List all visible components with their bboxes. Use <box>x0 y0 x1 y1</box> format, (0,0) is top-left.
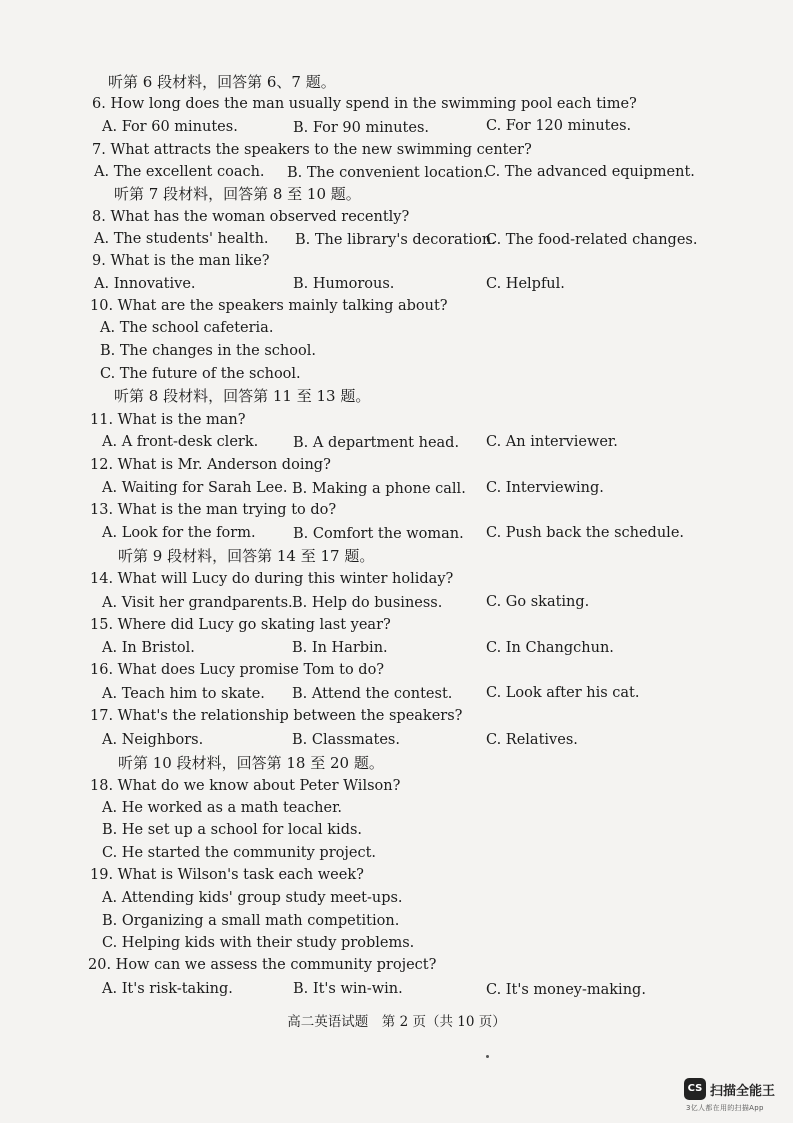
option-11a: A. A front-desk clerk. <box>102 434 259 450</box>
option-17b: B. Classmates. <box>292 732 400 748</box>
option-10b: B. The changes in the school. <box>100 343 316 359</box>
option-9a: A. Innovative. <box>94 276 196 292</box>
option-16c: C. Look after his cat. <box>486 685 640 701</box>
option-8a: A. The students' health. <box>94 231 269 247</box>
option-14c: C. Go skating. <box>486 594 590 610</box>
option-20c: C. It's money-making. <box>486 982 646 998</box>
option-17a: A. Neighbors. <box>102 732 204 748</box>
scanner-app-name: 扫描全能王 <box>710 1084 776 1099</box>
option-7b: B. The convenient location. <box>287 165 488 181</box>
option-15a: A. In Bristol. <box>102 640 195 656</box>
option-6c: C. For 120 minutes. <box>486 118 632 134</box>
option-13c: C. Push back the schedule. <box>486 525 685 541</box>
question-10: 10. What are the speakers mainly talking about? <box>90 298 448 314</box>
question-12: 12. What is Mr. Anderson doing? <box>90 457 331 473</box>
option-10a: A. The school cafeteria. <box>100 320 274 336</box>
question-17: 17. What's the relationship between the speakers? <box>90 708 463 724</box>
option-6b: B. For 90 minutes. <box>293 120 429 136</box>
scanner-logo-icon: CS <box>684 1078 706 1100</box>
section-heading: 听第 7 段材料，回答第 8 至 10 题。 <box>114 185 361 203</box>
option-7a: A. The excellent coach. <box>94 164 265 180</box>
question-16: 16. What does Lucy promise Tom to do? <box>90 662 385 678</box>
option-16a: A. Teach him to skate. <box>102 686 265 702</box>
question-19: 19. What is Wilson's task each week? <box>90 867 364 883</box>
question-18: 18. What do we know about Peter Wilson? <box>90 778 401 794</box>
option-8b: B. The library's decoration. <box>295 232 496 248</box>
section-heading: 听第 10 段材料，回答第 18 至 20 题。 <box>118 754 384 772</box>
option-16b: B. Attend the contest. <box>292 686 453 702</box>
question-6: 6. How long does the man usually spend in the swimming pool each time? <box>92 96 637 112</box>
option-10c: C. The future of the school. <box>100 366 301 382</box>
option-9c: C. Helpful. <box>486 276 565 292</box>
option-9b: B. Humorous. <box>293 276 395 292</box>
option-8c: C. The food-related changes. <box>486 232 698 248</box>
option-12b: B. Making a phone call. <box>292 481 466 497</box>
option-14a: A. Visit her grandparents. <box>102 595 293 611</box>
option-15c: C. In Changchun. <box>486 640 614 656</box>
option-14b: B. Help do business. <box>292 595 443 611</box>
option-19a: A. Attending kids' group study meet-ups. <box>102 890 403 906</box>
section-heading: 听第 9 段材料，回答第 14 至 17 题。 <box>118 547 375 565</box>
option-13a: A. Look for the form. <box>102 525 256 541</box>
option-7c: C. The advanced equipment. <box>485 164 695 180</box>
question-9: 9. What is the man like? <box>92 253 270 269</box>
option-11b: B. A department head. <box>293 435 460 451</box>
question-15: 15. Where did Lucy go skating last year? <box>90 617 391 633</box>
scanner-watermark <box>684 1078 788 1114</box>
option-20a: A. It's risk-taking. <box>102 981 233 997</box>
option-20b: B. It's win-win. <box>293 981 403 997</box>
section-heading: 听第 6 段材料，回答第 6、7 题。 <box>108 73 336 91</box>
option-6a: A. For 60 minutes. <box>102 119 238 135</box>
option-18c: C. He started the community project. <box>102 845 376 861</box>
scanner-tagline: 3亿人都在用的扫描App <box>686 1104 764 1112</box>
option-13b: B. Comfort the woman. <box>293 526 464 542</box>
option-12a: A. Waiting for Sarah Lee. <box>102 480 288 496</box>
question-7: 7. What attracts the speakers to the new swimming center? <box>92 142 532 158</box>
option-19b: B. Organizing a small math competition. <box>102 913 400 929</box>
question-8: 8. What has the woman observed recently? <box>92 209 410 225</box>
option-18b: B. He set up a school for local kids. <box>102 822 363 838</box>
option-15b: B. In Harbin. <box>292 640 388 656</box>
question-20: 20. How can we assess the community project? <box>88 957 437 973</box>
option-17c: C. Relatives. <box>486 732 578 748</box>
question-13: 13. What is the man trying to do? <box>90 502 337 518</box>
question-14: 14. What will Lucy do during this winter holiday? <box>90 571 454 587</box>
scan-speck <box>486 1055 489 1058</box>
option-18a: A. He worked as a math teacher. <box>102 800 343 816</box>
page-footer: 高二英语试题 第 2 页（共 10 页） <box>287 1014 506 1030</box>
option-11c: C. An interviewer. <box>486 434 618 450</box>
section-heading: 听第 8 段材料，回答第 11 至 13 题。 <box>114 387 371 405</box>
option-12c: C. Interviewing. <box>486 480 604 496</box>
question-11: 11. What is the man? <box>90 412 246 428</box>
option-19c: C. Helping kids with their study problems. <box>102 935 415 951</box>
